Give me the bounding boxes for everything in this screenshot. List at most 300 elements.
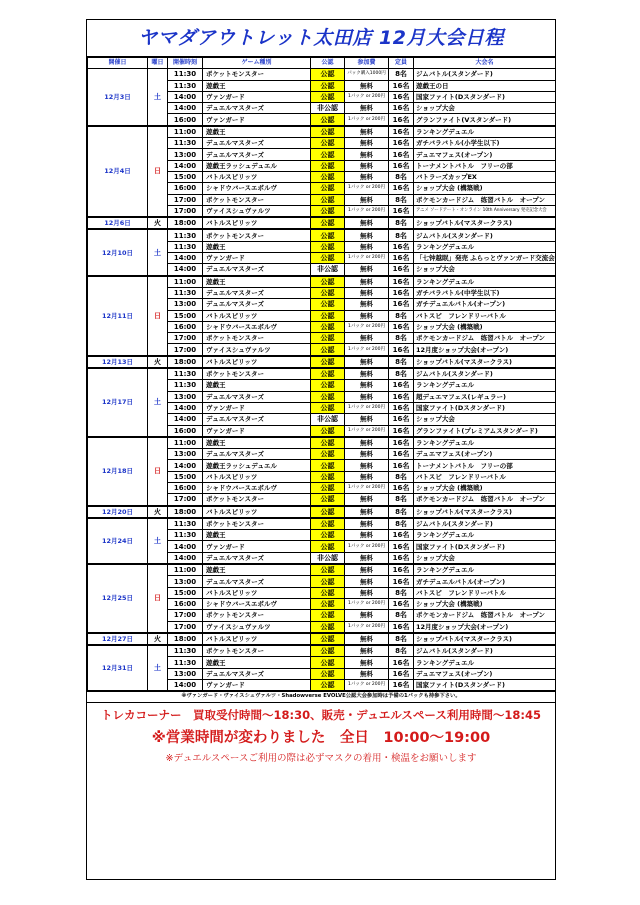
start-time: 15:00 xyxy=(168,171,203,182)
game-name: ポケットモンスター xyxy=(203,645,311,657)
entry-fee: 無料 xyxy=(345,149,389,160)
game-name: ヴァイスシュヴァルツ xyxy=(203,344,311,356)
start-time: 11:30 xyxy=(168,229,203,241)
event-name: ショップ大会 (構築戦) xyxy=(414,598,556,609)
game-name: バトルスピリッツ xyxy=(203,506,311,518)
event-name: ポケモンカードジム 练習バトル オープン xyxy=(414,333,556,344)
entry-fee: 1パック or 200円 xyxy=(345,621,389,633)
start-time: 17:00 xyxy=(168,333,203,344)
capacity: 16名 xyxy=(389,564,414,576)
game-name: シャドウバースエボルヴ xyxy=(203,321,311,332)
event-name: デュエマフェス(オープン) xyxy=(414,149,556,160)
footer-mask-notice: ※デュエルスペースご利用の際は必ずマスクの着用・検温をお願いします xyxy=(165,753,477,765)
start-time: 11:00 xyxy=(168,126,203,138)
table-row xyxy=(88,645,556,657)
event-name: 12月度ショップ大会(オープン) xyxy=(414,344,556,356)
event-name: グランファイト(Vスタンダード) xyxy=(414,114,556,126)
capacity: 16名 xyxy=(389,80,414,91)
capacity: 16名 xyxy=(389,287,414,298)
official-status: 公認 xyxy=(311,321,345,332)
entry-fee: 無料 xyxy=(345,506,389,518)
schedule-body xyxy=(88,69,556,691)
game-name: バトルスピリッツ xyxy=(203,471,311,482)
capacity: 8名 xyxy=(389,217,414,229)
game-name: ヴァンガード xyxy=(203,114,311,126)
official-status: 公認 xyxy=(311,310,345,321)
table-row xyxy=(88,217,556,229)
entry-fee: 1パック or 200円 xyxy=(345,344,389,356)
capacity: 16名 xyxy=(389,541,414,552)
capacity: 16名 xyxy=(389,344,414,356)
start-time: 14:00 xyxy=(168,91,203,102)
start-time: 14:00 xyxy=(168,552,203,564)
event-name: ショップ大会 xyxy=(414,264,556,276)
col-cap: 定員 xyxy=(389,58,414,69)
capacity: 8名 xyxy=(389,610,414,621)
event-date: 12月13日 xyxy=(88,356,148,368)
capacity: 16名 xyxy=(389,680,414,691)
capacity: 16名 xyxy=(389,482,414,493)
footer-hours-line: トレカコーナー 買取受付時間～18:30、販売・デュエルスペース利用時間～18:45 xyxy=(101,708,541,723)
entry-fee: 無料 xyxy=(345,160,389,171)
entry-fee: 無料 xyxy=(345,471,389,482)
capacity: 16名 xyxy=(389,103,414,114)
capacity: 16名 xyxy=(389,138,414,149)
entry-fee: 無料 xyxy=(345,276,389,288)
start-time: 11:30 xyxy=(168,241,203,252)
start-time: 16:00 xyxy=(168,321,203,332)
start-time: 16:00 xyxy=(168,114,203,126)
capacity: 16名 xyxy=(389,460,414,471)
official-status: 公認 xyxy=(311,645,345,657)
official-status: 非公認 xyxy=(311,552,345,564)
game-name: 遊戯王 xyxy=(203,80,311,91)
capacity: 16名 xyxy=(389,391,414,402)
official-status: 公認 xyxy=(311,160,345,171)
game-name: ポケットモンスター xyxy=(203,494,311,506)
start-time: 13:00 xyxy=(168,299,203,310)
game-name: ポケットモンスター xyxy=(203,368,311,380)
official-status: 公認 xyxy=(311,633,345,645)
entry-fee: 無料 xyxy=(345,241,389,252)
capacity: 16名 xyxy=(389,321,414,332)
event-date: 12月27日 xyxy=(88,633,148,645)
event-name: ポケモンカードジム 练習バトル オープン xyxy=(414,494,556,506)
start-time: 16:00 xyxy=(168,598,203,609)
official-status: 公認 xyxy=(311,494,345,506)
official-status: 公認 xyxy=(311,576,345,587)
event-date: 12月20日 xyxy=(88,506,148,518)
entry-fee: 1パック or 200円 xyxy=(345,425,389,437)
start-time: 14:00 xyxy=(168,414,203,425)
event-name: アニメ ソードアート・オンライン 10th Anniversary 発売記念大会 xyxy=(414,205,556,217)
day-of-week: 土 xyxy=(148,518,168,564)
game-name: 遊戯王 xyxy=(203,241,311,252)
start-time: 13:00 xyxy=(168,576,203,587)
capacity: 16名 xyxy=(389,657,414,668)
game-name: バトルスピリッツ xyxy=(203,633,311,645)
event-name: ガチデュエルバトル(オープン) xyxy=(414,299,556,310)
game-name: デュエルマスターズ xyxy=(203,287,311,298)
official-status: 公認 xyxy=(311,460,345,471)
official-status: 公認 xyxy=(311,437,345,449)
start-time: 16:00 xyxy=(168,482,203,493)
entry-fee: 無料 xyxy=(345,437,389,449)
entry-fee: 無料 xyxy=(345,414,389,425)
entry-fee: 無料 xyxy=(345,138,389,149)
capacity: 8名 xyxy=(389,69,414,80)
start-time: 17:00 xyxy=(168,205,203,217)
day-of-week: 日 xyxy=(148,276,168,356)
start-time: 11:30 xyxy=(168,80,203,91)
event-name: 「七钟越眠」発売 ふらっとヴァンガード交流会 xyxy=(414,253,556,264)
entry-fee: 1パック or 200円 xyxy=(345,321,389,332)
official-status: 公認 xyxy=(311,80,345,91)
entry-fee: 無料 xyxy=(345,668,389,679)
event-name: ランキングデュエル xyxy=(414,564,556,576)
event-name: ランキングデュエル xyxy=(414,437,556,449)
capacity: 8名 xyxy=(389,633,414,645)
game-name: 遊戯王 xyxy=(203,437,311,449)
event-date: 12月31日 xyxy=(88,645,148,691)
capacity: 16名 xyxy=(389,576,414,587)
official-status: 公認 xyxy=(311,217,345,229)
start-time: 18:00 xyxy=(168,217,203,229)
capacity: 16名 xyxy=(389,160,414,171)
start-time: 14:00 xyxy=(168,402,203,413)
official-status: 公認 xyxy=(311,299,345,310)
start-time: 11:00 xyxy=(168,437,203,449)
official-status: 非公認 xyxy=(311,264,345,276)
entry-fee: 無料 xyxy=(345,103,389,114)
event-name: ランキングデュエル xyxy=(414,276,556,288)
note-text: ※ヴァンガード・ヴァイスシュヴァルツ・Shadowverse EVOLVE公認大会参加時は予備の1パックも持参下さい。 xyxy=(87,691,555,703)
capacity: 16名 xyxy=(389,437,414,449)
official-status: 公認 xyxy=(311,391,345,402)
event-date: 12月18日 xyxy=(88,437,148,506)
game-name: 遊戯王 xyxy=(203,380,311,391)
start-time: 15:00 xyxy=(168,471,203,482)
game-name: 遊戯王ラッシュデュエル xyxy=(203,460,311,471)
table-row xyxy=(88,564,556,576)
day-of-week: 火 xyxy=(148,217,168,229)
game-name: デュエルマスターズ xyxy=(203,299,311,310)
event-name: バトスピ フレンドリーバトル xyxy=(414,587,556,598)
entry-fee: 1パック or 200円 xyxy=(345,91,389,102)
entry-fee: 無料 xyxy=(345,194,389,205)
event-name: ジムバトル(スタンダード) xyxy=(414,69,556,80)
official-status: 公認 xyxy=(311,69,345,80)
official-status: 公認 xyxy=(311,564,345,576)
start-time: 17:00 xyxy=(168,494,203,506)
table-row xyxy=(88,276,556,288)
event-name: ショップ大会 xyxy=(414,552,556,564)
capacity: 16名 xyxy=(389,264,414,276)
event-name: ランキングデュエル xyxy=(414,241,556,252)
game-name: ポケットモンスター xyxy=(203,69,311,80)
game-name: デュエルマスターズ xyxy=(203,552,311,564)
table-row xyxy=(88,437,556,449)
official-status: 公認 xyxy=(311,506,345,518)
capacity: 8名 xyxy=(389,333,414,344)
game-name: バトルスピリッツ xyxy=(203,310,311,321)
capacity: 8名 xyxy=(389,368,414,380)
game-name: ポケットモンスター xyxy=(203,610,311,621)
col-fee: 参加費 xyxy=(345,58,389,69)
col-game: ゲーム種別 xyxy=(203,58,311,69)
official-status: 公認 xyxy=(311,610,345,621)
start-time: 11:30 xyxy=(168,645,203,657)
entry-fee: 1パック or 200円 xyxy=(345,114,389,126)
start-time: 16:00 xyxy=(168,425,203,437)
col-event: 大会名 xyxy=(414,58,556,69)
event-name: ポケモンカードジム 练習バトル オープン xyxy=(414,194,556,205)
capacity: 16名 xyxy=(389,114,414,126)
entry-fee: 1パック or 200円 xyxy=(345,253,389,264)
event-name: 超デュエマフェス(レギュラー) xyxy=(414,391,556,402)
capacity: 16名 xyxy=(389,183,414,194)
capacity: 16名 xyxy=(389,380,414,391)
event-name: ショップバトル(マスタークラス) xyxy=(414,356,556,368)
start-time: 11:30 xyxy=(168,657,203,668)
official-status: 公認 xyxy=(311,229,345,241)
event-name: グランファイト(プレミアムスタンダード) xyxy=(414,425,556,437)
entry-fee: 無料 xyxy=(345,126,389,138)
table-row xyxy=(88,368,556,380)
start-time: 14:00 xyxy=(168,460,203,471)
game-name: デュエルマスターズ xyxy=(203,449,311,460)
capacity: 16名 xyxy=(389,449,414,460)
game-name: ヴァンガード xyxy=(203,91,311,102)
event-name: トーナメントバトル フリーの部 xyxy=(414,160,556,171)
event-name: ポケモンカードジム 练習バトル オープン xyxy=(414,610,556,621)
official-status: 公認 xyxy=(311,114,345,126)
start-time: 11:30 xyxy=(168,518,203,530)
official-status: 公認 xyxy=(311,368,345,380)
day-of-week: 火 xyxy=(148,633,168,645)
entry-fee: 無料 xyxy=(345,494,389,506)
entry-fee: 無料 xyxy=(345,633,389,645)
event-name: バトラーズカップEX xyxy=(414,171,556,182)
official-status: 公認 xyxy=(311,657,345,668)
table-row xyxy=(88,356,556,368)
capacity: 16名 xyxy=(389,621,414,633)
game-name: ヴァイスシュヴァルツ xyxy=(203,205,311,217)
event-name: ジムバトル(スタンダード) xyxy=(414,229,556,241)
game-name: ポケットモンスター xyxy=(203,229,311,241)
game-name: デュエルマスターズ xyxy=(203,668,311,679)
game-name: バトルスピリッツ xyxy=(203,587,311,598)
capacity: 16名 xyxy=(389,414,414,425)
official-status: 公認 xyxy=(311,471,345,482)
entry-fee: 無料 xyxy=(345,299,389,310)
table-row xyxy=(88,69,556,80)
game-name: ポケットモンスター xyxy=(203,194,311,205)
event-date: 12月4日 xyxy=(88,126,148,217)
event-name: ジムバトル(スタンダード) xyxy=(414,518,556,530)
entry-fee: 無料 xyxy=(345,391,389,402)
start-time: 17:00 xyxy=(168,194,203,205)
game-name: 遊戯王 xyxy=(203,126,311,138)
official-status: 公認 xyxy=(311,402,345,413)
start-time: 15:00 xyxy=(168,310,203,321)
entry-fee: 無料 xyxy=(345,380,389,391)
schedule-sheet xyxy=(86,19,556,880)
event-name: ショップ大会 xyxy=(414,103,556,114)
event-name: ガチバラバトル(中学生以下) xyxy=(414,287,556,298)
event-name: ジムバトル(スタンダード) xyxy=(414,368,556,380)
entry-fee: 無料 xyxy=(345,449,389,460)
start-time: 14:00 xyxy=(168,160,203,171)
event-name: 国家ファイト(Dスタンダード) xyxy=(414,680,556,691)
game-name: 遊戯王 xyxy=(203,530,311,541)
official-status: 公認 xyxy=(311,530,345,541)
official-status: 公認 xyxy=(311,518,345,530)
capacity: 8名 xyxy=(389,171,414,182)
game-name: バトルスピリッツ xyxy=(203,217,311,229)
game-name: 遊戯王 xyxy=(203,657,311,668)
capacity: 8名 xyxy=(389,310,414,321)
entry-fee: 1パック or 200円 xyxy=(345,183,389,194)
start-time: 18:00 xyxy=(168,633,203,645)
day-of-week: 火 xyxy=(148,356,168,368)
start-time: 17:00 xyxy=(168,610,203,621)
official-status: 公認 xyxy=(311,380,345,391)
official-status: 非公認 xyxy=(311,103,345,114)
event-name: ランキングデュエル xyxy=(414,380,556,391)
capacity: 16名 xyxy=(389,552,414,564)
entry-fee: 無料 xyxy=(345,356,389,368)
entry-fee: 無料 xyxy=(345,552,389,564)
start-time: 11:00 xyxy=(168,276,203,288)
official-status: 公認 xyxy=(311,425,345,437)
game-name: デュエルマスターズ xyxy=(203,391,311,402)
entry-fee: 1パック or 200円 xyxy=(345,205,389,217)
event-name: ショップ大会 (構築戦) xyxy=(414,321,556,332)
official-status: 公認 xyxy=(311,149,345,160)
game-name: デュエルマスターズ xyxy=(203,576,311,587)
day-of-week: 日 xyxy=(148,564,168,633)
capacity: 16名 xyxy=(389,253,414,264)
event-date: 12月24日 xyxy=(88,518,148,564)
start-time: 13:00 xyxy=(168,668,203,679)
capacity: 8名 xyxy=(389,229,414,241)
day-of-week: 土 xyxy=(148,368,168,437)
day-of-week: 土 xyxy=(148,69,168,126)
capacity: 16名 xyxy=(389,425,414,437)
capacity: 8名 xyxy=(389,645,414,657)
event-date: 12月11日 xyxy=(88,276,148,356)
official-status: 公認 xyxy=(311,333,345,344)
event-name: ランキングデュエル xyxy=(414,126,556,138)
event-name: ショップバトル(マスタークラス) xyxy=(414,506,556,518)
start-time: 14:00 xyxy=(168,103,203,114)
entry-fee: 1パック or 200円 xyxy=(345,482,389,493)
start-time: 11:30 xyxy=(168,530,203,541)
capacity: 16名 xyxy=(389,126,414,138)
event-date: 12月17日 xyxy=(88,368,148,437)
game-name: デュエルマスターズ xyxy=(203,138,311,149)
capacity: 16名 xyxy=(389,402,414,413)
table-row xyxy=(88,229,556,241)
entry-fee: 無料 xyxy=(345,645,389,657)
table-row xyxy=(88,506,556,518)
start-time: 18:00 xyxy=(168,356,203,368)
entry-fee: 無料 xyxy=(345,333,389,344)
official-status: 公認 xyxy=(311,171,345,182)
start-time: 14:00 xyxy=(168,541,203,552)
event-name: ランキングデュエル xyxy=(414,530,556,541)
capacity: 8名 xyxy=(389,518,414,530)
entry-fee: パック購入1000円 xyxy=(345,69,389,80)
official-status: 公認 xyxy=(311,668,345,679)
game-name: デュエルマスターズ xyxy=(203,264,311,276)
game-name: シャドウバースエボルヴ xyxy=(203,598,311,609)
entry-fee: 1パック or 200円 xyxy=(345,680,389,691)
entry-fee: 無料 xyxy=(345,518,389,530)
game-name: デュエルマスターズ xyxy=(203,149,311,160)
official-status: 非公認 xyxy=(311,414,345,425)
capacity: 16名 xyxy=(389,91,414,102)
capacity: 16名 xyxy=(389,276,414,288)
capacity: 8名 xyxy=(389,356,414,368)
event-name: デュエマフェス(オープン) xyxy=(414,668,556,679)
official-status: 公認 xyxy=(311,253,345,264)
official-status: 公認 xyxy=(311,205,345,217)
official-status: 公認 xyxy=(311,587,345,598)
entry-fee: 無料 xyxy=(345,171,389,182)
event-name: ショップバトル(マスタークラス) xyxy=(414,217,556,229)
start-time: 13:00 xyxy=(168,149,203,160)
capacity: 16名 xyxy=(389,598,414,609)
day-of-week: 土 xyxy=(148,229,168,275)
game-name: バトルスピリッツ xyxy=(203,356,311,368)
event-name: バトスピ フレンドリーバトル xyxy=(414,310,556,321)
event-name: ショップ大会 (構築戦) xyxy=(414,183,556,194)
entry-fee: 無料 xyxy=(345,80,389,91)
game-name: ヴァンガード xyxy=(203,680,311,691)
official-status: 公認 xyxy=(311,194,345,205)
header-row xyxy=(88,58,556,69)
event-name: ショップ大会 (構築戦) xyxy=(414,482,556,493)
capacity: 8名 xyxy=(389,494,414,506)
page-title: ヤマダアウトレット太田店 12月大会日程 xyxy=(87,20,555,57)
entry-fee: 無料 xyxy=(345,264,389,276)
event-date: 12月25日 xyxy=(88,564,148,633)
entry-fee: 無料 xyxy=(345,229,389,241)
official-status: 公認 xyxy=(311,287,345,298)
official-status: 公認 xyxy=(311,449,345,460)
event-name: 12月度ショップ大会(オープン) xyxy=(414,621,556,633)
start-time: 11:30 xyxy=(168,368,203,380)
start-time: 11:00 xyxy=(168,564,203,576)
event-name: トーナメントバトル フリーの部 xyxy=(414,460,556,471)
entry-fee: 無料 xyxy=(345,310,389,321)
game-name: シャドウバースエボルヴ xyxy=(203,482,311,493)
start-time: 17:00 xyxy=(168,621,203,633)
start-time: 17:00 xyxy=(168,344,203,356)
entry-fee: 1パック or 200円 xyxy=(345,541,389,552)
capacity: 16名 xyxy=(389,149,414,160)
game-name: 遊戯王 xyxy=(203,564,311,576)
official-status: 公認 xyxy=(311,276,345,288)
table-row xyxy=(88,633,556,645)
col-dow: 曜日 xyxy=(148,58,168,69)
capacity: 8名 xyxy=(389,506,414,518)
event-name: 国家ファイト(Dスタンダード) xyxy=(414,402,556,413)
capacity: 8名 xyxy=(389,194,414,205)
start-time: 16:00 xyxy=(168,183,203,194)
